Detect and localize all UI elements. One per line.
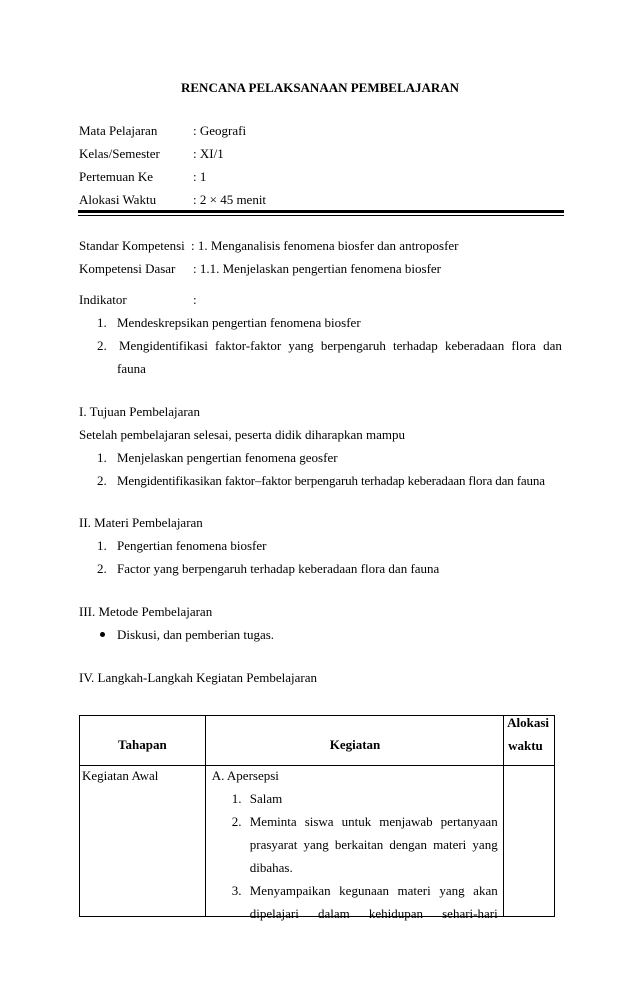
word: siswa (304, 814, 334, 829)
table-row (80, 766, 555, 917)
row-tahapan-cell (80, 766, 206, 917)
word: yang (439, 883, 465, 898)
kegiatan-line-justified (250, 837, 498, 853)
word: materi (397, 883, 431, 898)
word: akan (473, 883, 498, 898)
word: yang (288, 338, 314, 353)
standar-kompetensi-value: : 1. Menganalisis fenomena biosfer dan antroposfer (191, 238, 459, 253)
kegiatan-item-num: 1. (231, 791, 242, 806)
word: faktor-faktor (215, 338, 282, 353)
tujuan-item-text: Mengidentifikasikan faktor–faktor berpengaruh terhadap keberadaan flora dan fauna (117, 473, 545, 488)
indikator-item-num: 2. (97, 338, 107, 353)
kegiatan-table (79, 715, 555, 921)
materi-item-num: 1. (97, 538, 107, 553)
kegiatan-item-num: 2. (231, 814, 242, 829)
table-header-row (80, 716, 555, 766)
indikator-label: Indikator (79, 292, 127, 307)
bullet-icon (100, 632, 105, 637)
header-kegiatan (205, 716, 503, 766)
word: berkaitan (334, 837, 384, 852)
document-title: RENCANA PELAKSANAAN PEMBELAJARAN (181, 80, 460, 95)
indikator-item-text-justified (119, 338, 562, 354)
word: yang (303, 837, 329, 852)
standar-kompetensi-label: Standar Kompetensi (79, 238, 185, 253)
identity-value-class: : XI/1 (193, 146, 224, 161)
word: yang (472, 837, 498, 852)
materi-item-text: Pengertian fenomena biosfer (117, 538, 267, 553)
metode-heading: III. Metode Pembelajaran (79, 604, 213, 619)
metode-item-text: Diskusi, dan pemberian tugas. (117, 627, 275, 642)
word: materi (433, 837, 467, 852)
word: Mengidentifikasi (119, 338, 208, 353)
kegiatan-line-justified (250, 906, 498, 922)
word: kehidupan (368, 906, 423, 921)
header-alokasi (504, 716, 555, 766)
identity-label-meeting: Pertemuan Ke (79, 169, 154, 184)
tujuan-heading: I. Tujuan Pembelajaran (79, 404, 200, 419)
identity-value-subject: : Geografi (193, 123, 247, 138)
word: dan (543, 338, 562, 353)
header-tahapan (80, 716, 206, 766)
word: flora (511, 338, 536, 353)
word: berpengaruh (320, 338, 386, 353)
tujuan-intro: Setelah pembelajaran selesai, peserta didik diharapkan mampu (79, 427, 405, 442)
kegiatan-line-justified (250, 814, 498, 830)
word: Meminta (249, 814, 297, 829)
word: kegunaan (339, 883, 389, 898)
langkah-heading: IV. Langkah-Langkah Kegiatan Pembelajaran (79, 670, 317, 685)
identity-value-meeting: : 1 (193, 169, 207, 184)
materi-item-text: Factor yang berpengaruh terhadap keberadaan flora dan fauna (117, 561, 440, 576)
kegiatan-item-text: Salam (249, 791, 283, 806)
word: dipelajari (249, 906, 299, 921)
header-tahapan-label: Tahapan (118, 737, 167, 752)
double-rule-thick (78, 210, 564, 213)
word: dalam (317, 906, 350, 921)
word: Menyampaikan (249, 883, 331, 898)
row-alokasi-cell (504, 766, 555, 917)
word: prasyarat (249, 837, 298, 852)
kegiatan-line: dibahas. (249, 860, 293, 875)
materi-heading: II. Materi Pembelajaran (79, 515, 203, 530)
tujuan-item-num: 1. (97, 450, 107, 465)
kompetensi-dasar-label: Kompetensi Dasar (79, 261, 176, 276)
kegiatan-item-num: 3. (231, 883, 242, 898)
indikator-item-text-cont: fauna (117, 361, 146, 376)
header-alokasi-label-1: Alokasi (507, 715, 549, 730)
word: keberadaan (445, 338, 505, 353)
indikator-colon: : (193, 292, 197, 307)
indikator-item-num: 1. (97, 315, 107, 330)
indikator-item-text: Mendeskrepsikan pengertian fenomena biosfer (117, 315, 361, 330)
identity-label-class: Kelas/Semester (79, 146, 160, 161)
tujuan-item-text: Menjelaskan pengertian fenomena geosfer (117, 450, 338, 465)
word: menjawab (379, 814, 433, 829)
row-kegiatan-cell (205, 766, 503, 921)
word: sehari-hari (442, 906, 498, 921)
word: pertanyaan (440, 814, 498, 829)
identity-label-subject: Mata Pelajaran (79, 123, 158, 138)
tujuan-item-num: 2. (97, 473, 107, 488)
word: dengan (389, 837, 427, 852)
word: terhadap (393, 338, 438, 353)
kegiatan-section-heading: A. Apersepsi (211, 768, 279, 783)
header-kegiatan-label: Kegiatan (329, 737, 381, 752)
identity-value-time: : 2 × 45 menit (193, 192, 267, 207)
kegiatan-line-justified (250, 883, 498, 899)
row-tahapan-label: Kegiatan Awal (82, 768, 159, 783)
double-rule-thin (78, 215, 564, 216)
identity-label-time: Alokasi Waktu (79, 192, 157, 207)
kompetensi-dasar-value: : 1.1. Menjelaskan pengertian fenomena biosfer (193, 261, 441, 276)
word: untuk (341, 814, 372, 829)
materi-item-num: 2. (97, 561, 107, 576)
header-alokasi-label-2: waktu (508, 738, 543, 753)
